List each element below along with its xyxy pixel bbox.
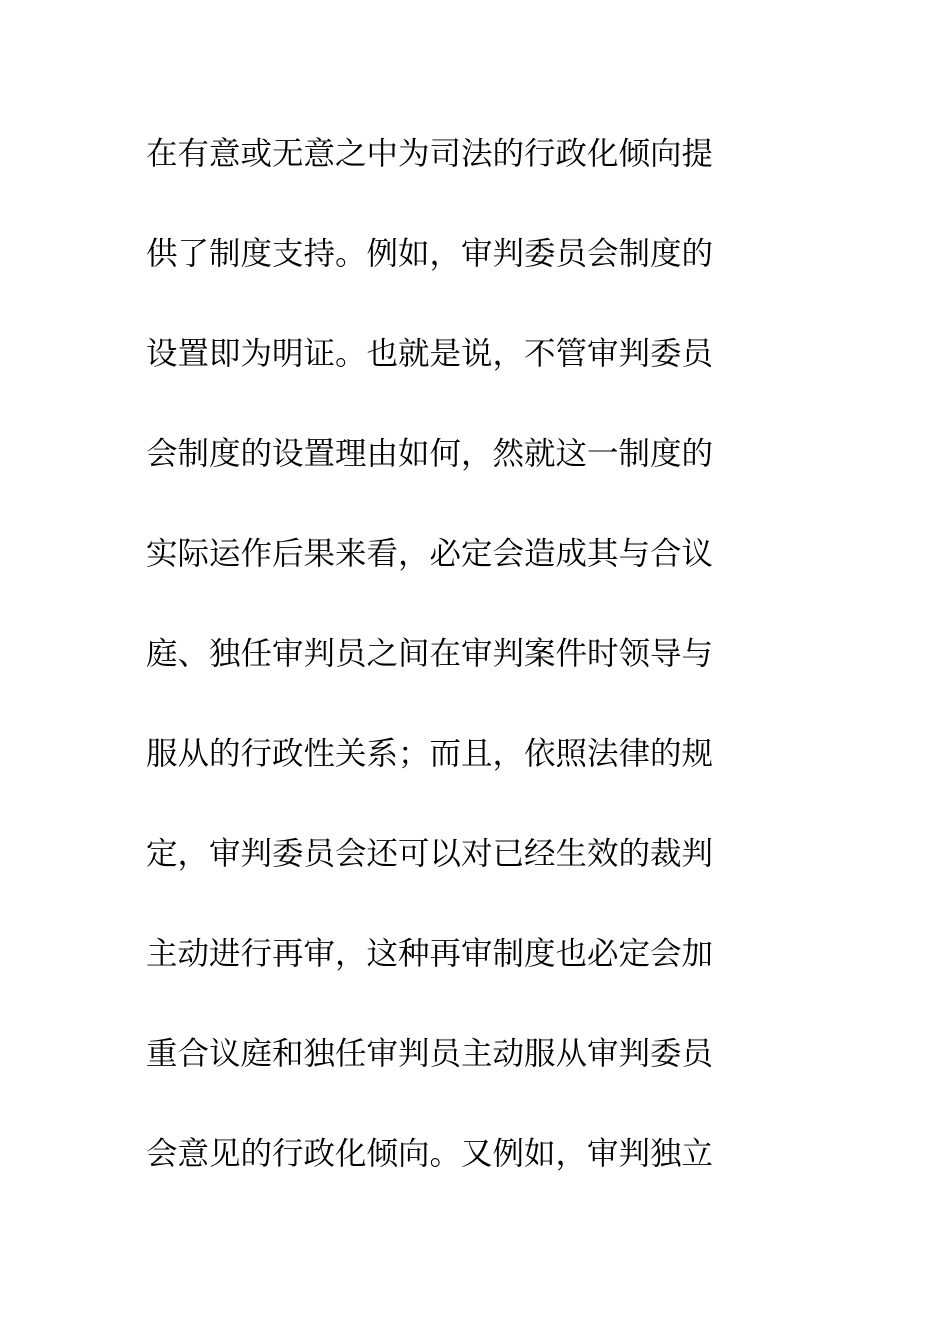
text-line-6: 庭、独任审判员之间在审判案件时领导与 [146,636,714,672]
body-text [146,124,786,1224]
text-line-9: 主动进行再审，这种再审制度也必定会加 [146,936,714,972]
text-line-11: 会意见的行政化倾向。又例如，审判独立 [146,1136,714,1172]
text-line-10: 重合议庭和独任审判员主动服从审判委员 [146,1036,714,1072]
text-line-5: 实际运作后果来看，必定会造成其与合议 [146,536,714,572]
text-line-3: 设置即为明证。也就是说，不管审判委员 [146,336,714,372]
text-line-4: 会制度的设置理由如何，然就这一制度的 [146,436,714,472]
text-line-1: 在有意或无意之中为司法的行政化倾向提 [146,136,714,172]
text-line-2: 供了制度支持。例如，审判委员会制度的 [146,236,714,272]
text-line-7: 服从的行政性关系；而且，依照法律的规 [146,736,714,772]
text-line-8: 定，审判委员会还可以对已经生效的裁判 [146,836,714,872]
